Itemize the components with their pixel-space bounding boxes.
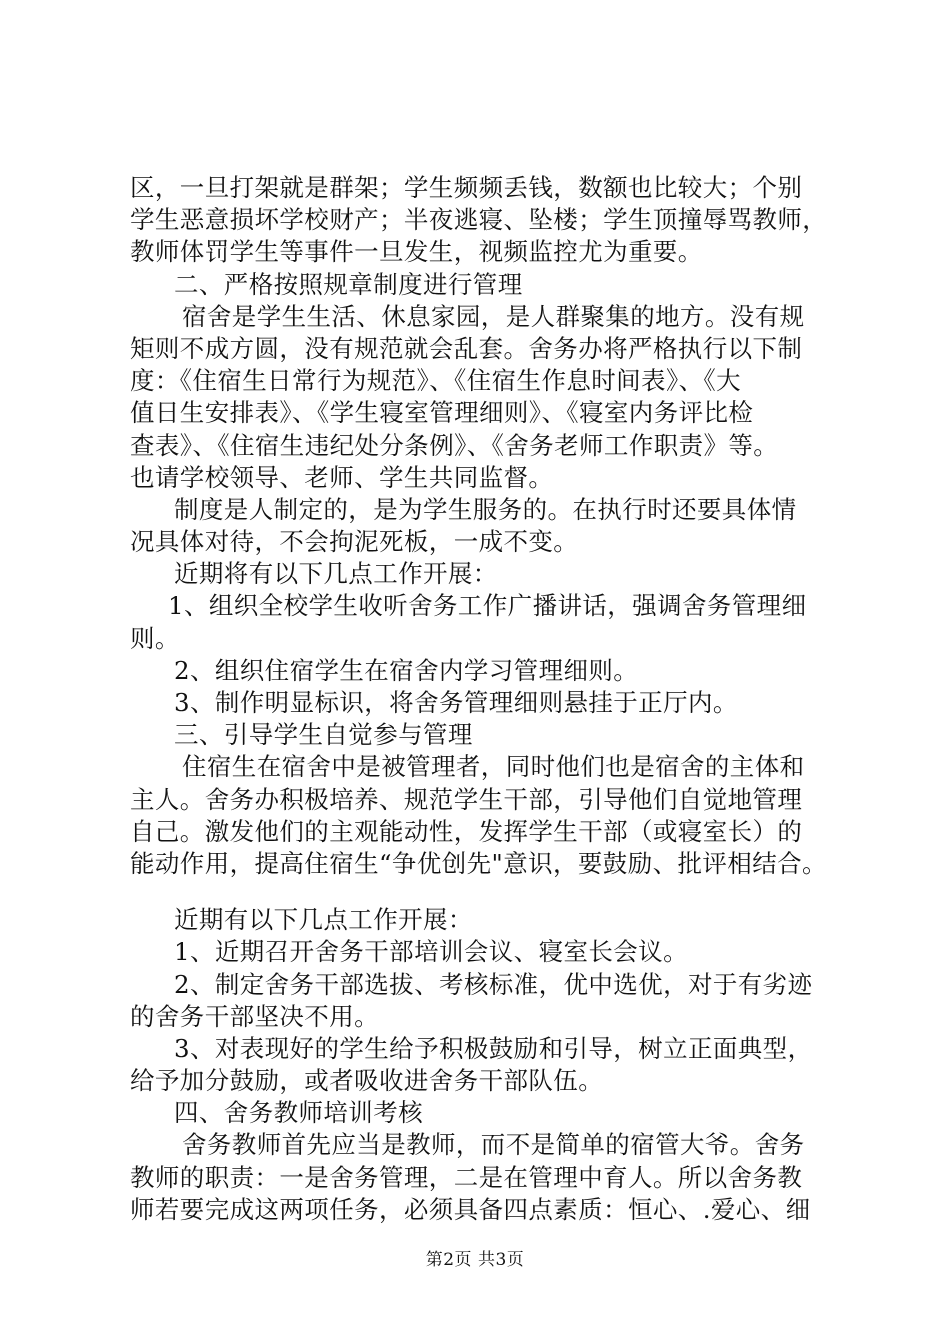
document-line: 宿舍是学生生活、休息家园，是人群聚集的地方。没有规 (182, 301, 805, 331)
document-line: 制度是人制定的，是为学生服务的。在执行时还要具体情 (174, 494, 797, 524)
document-line: 给予加分鼓励，或者吸收进舍务干部队伍。 (130, 1066, 604, 1096)
document-line: 也请学校领导、老师、学生共同监督。 (130, 462, 554, 492)
blank-line (130, 880, 830, 904)
document-line: 教师的职责：一是舍务管理，二是在管理中育人。所以舍务教 (130, 1162, 803, 1192)
document-line: 能动作用，提高住宿生“争优创先"意识，要鼓励、批评相结合。 (130, 848, 827, 878)
document-line: 3、对表现好的学生给予积极鼓励和引导，树立正面典型， (174, 1033, 813, 1063)
document-line: 矩则不成方圆，没有规范就会乱套。舍务办将严格执行以下制 (130, 333, 803, 363)
document-line: 1、组织全校学生收听舍务工作广播讲话，强调舍务管理细 (168, 591, 807, 621)
document-line: 主人。舍务办积极培养、规范学生干部，引导他们自觉地管理 (130, 784, 803, 814)
document-line: 则。 (130, 623, 180, 653)
document-line: 2、组织住宿学生在宿舍内学习管理细则。 (174, 655, 639, 685)
document-line: 查表》、《住宿生违纪处分条例》、《舍务老师工作职责》等。 (130, 430, 779, 460)
document-line: 三、引导学生自觉参与管理 (174, 720, 473, 750)
page-footer: 第2页 共3页 (425, 1250, 525, 1270)
document-line: 度：《住宿生日常行为规范》、《住宿生作息时间表》、《大 (130, 366, 742, 396)
document-body (130, 172, 830, 1226)
document-line: 区，一旦打架就是群架；学生频频丢钱，数额也比较大；个别 (130, 173, 803, 202)
document-line: 近期有以下几点工作开展： (174, 905, 473, 935)
document-line: 近期将有以下几点工作开展： (174, 559, 498, 589)
document-line: 值日生安排表》、《学生寝室管理细则》、《寝室内务评比检 (130, 398, 754, 428)
document-line: 况具体对待，不会拘泥死板，一成不变。 (130, 527, 579, 557)
document-line: 住宿生在宿舍中是被管理者，同时他们也是宿舍的主体和 (182, 752, 805, 782)
document-line: 的舍务干部坚决不用。 (130, 1001, 379, 1031)
document-line: 教师体罚学生等事件一旦发生，视频监控尤为重要。 (130, 237, 703, 267)
document-line: 自己。激发他们的主观能动性，发挥学生干部（或寝室长）的 (130, 816, 803, 846)
document-line: 学生恶意损坏学校财产；半夜逃寝、坠楼；学生顶撞辱骂教师， (130, 205, 828, 235)
document-line: 四、舍务教师培训考核 (174, 1098, 423, 1128)
document-line: 二、严格按照规章制度进行管理 (174, 269, 523, 299)
document-line: 师若要完成这两项任务，必须具备四点素质：恒心、.爱心、细 (130, 1194, 811, 1224)
document-line: 3、制作明显标识，将舍务管理细则悬挂于正厅内。 (174, 688, 738, 717)
document-line: 2、制定舍务干部选拔、考核标准，优中选优，对于有劣迹 (174, 969, 813, 999)
document-line: 1、近期召开舍务干部培训会议、寝室长会议。 (174, 937, 688, 967)
document-line: 舍务教师首先应当是教师，而不是简单的宿管大爷。舍务 (182, 1130, 805, 1160)
